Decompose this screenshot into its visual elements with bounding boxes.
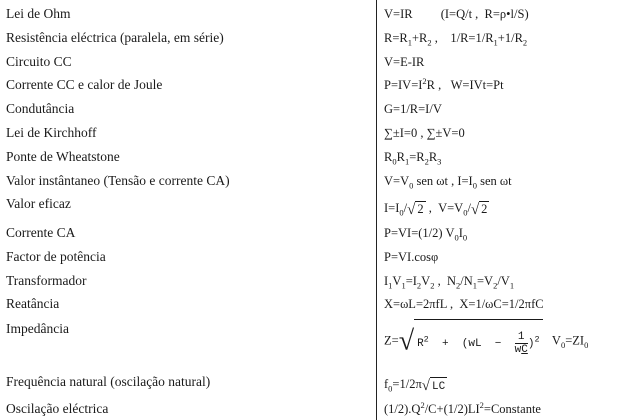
column-divider (376, 0, 377, 420)
row-label: Corrente CA (6, 225, 76, 240)
row-formula: P=VI.cosφ (384, 250, 439, 264)
row-formula: G=1/R=I/V (384, 102, 442, 116)
row-formula: $(1/2).Q^2/C+(1/2)LI^2=Constante$ (384, 399, 541, 416)
row-label: Reatância (6, 296, 60, 311)
row-label: Condutância (6, 101, 75, 116)
row-formula: Z=√ $R^2 + (wL$ − $\frac{1}{wC}$ )$^2$ $V_0=ZI_0$ (384, 319, 588, 364)
row-label: Oscilação eléctrica (6, 401, 109, 416)
row-label: Valor eficaz (6, 196, 71, 211)
row-formula: $I=I_0/√$ 2 , $V=V_0/√$ 2 (384, 201, 488, 218)
row-formula: P=VI=(1/2) $V_0I_0$ (384, 226, 468, 243)
row-formula: V=E-IR (384, 55, 425, 69)
row-formula: $V=V_0$ sen ωt , $I=I_0$ sen ωt (384, 174, 512, 191)
row-formula: X=ωL=2πfL , X=1/ωC=1/2πfC (384, 297, 544, 311)
row-label: Impedância (6, 321, 69, 336)
row-formula: $f_0=1/2\pi√$ LC (384, 377, 446, 394)
row-label: Lei de Ohm (6, 6, 71, 21)
row-label: Frequência natural (oscilação natural) (6, 374, 211, 389)
row-label: Corrente CC e calor de Joule (6, 77, 163, 92)
row-formula: $R_0R_1=R_2R_3$ (384, 150, 442, 167)
row-label: Resistência eléctrica (paralela, em série) (6, 30, 224, 45)
row-label: Valor instântaneo (Tensão e corrente CA) (6, 173, 230, 188)
row-label: Ponte de Wheatstone (6, 149, 120, 164)
row-formula: $P=IV=I^2R$ , W=IVt=Pt (384, 75, 504, 92)
row-formula: ∑±I=0 , ∑±V=0 (384, 126, 465, 140)
row-formula: V=IR (I=Q/t , R=ρ•l/S) (384, 7, 529, 21)
row-label: Lei de Kirchhoff (6, 125, 97, 140)
row-formula: $R=R_1+R_2$ , $1/R=1/R_1+1/R_2$ (384, 31, 528, 48)
row-label: Transformador (6, 273, 87, 288)
row-label: Circuito CC (6, 54, 72, 69)
row-formula: $I_1V_1=I_2V_2$ , $N_2/N_1=V_2/V_1$ (384, 274, 515, 291)
row-label: Factor de potência (6, 249, 106, 264)
